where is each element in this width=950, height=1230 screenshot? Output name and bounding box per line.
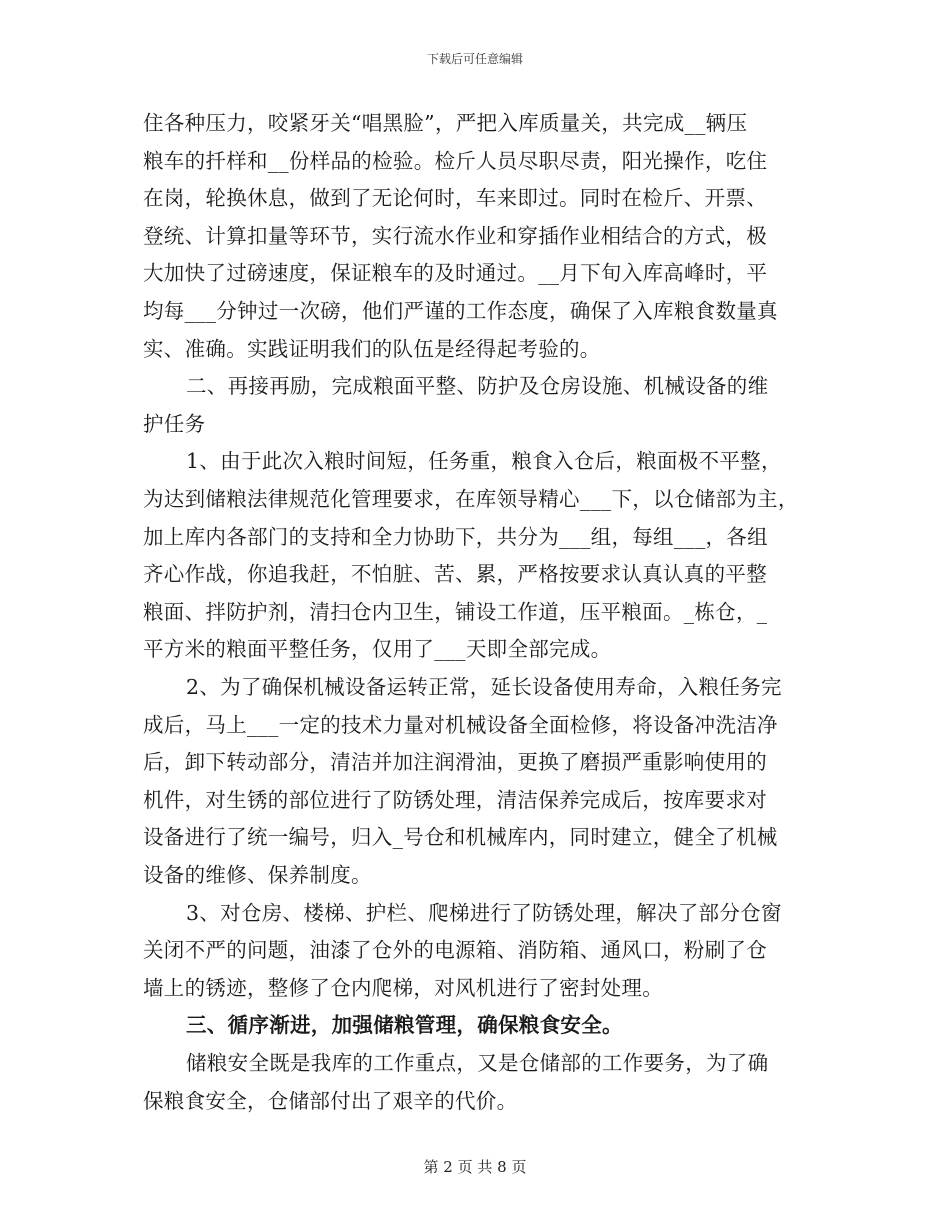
paragraph-line: 住各种压力，咬紧牙关“唱黑脸”，严把入库质量关，共完成__辆压 (143, 111, 748, 135)
paragraph-line: 机件，对生锈的部位进行了防锈处理，清洁保养完成后，按库要求对 (143, 787, 767, 812)
paragraph-line: 储粮安全既是我库的工作重点，又是仓储部的工作要务，为了确 (186, 1051, 769, 1075)
paragraph-line: 粮面、拌防护剂，清扫仓内卫生，铺设工作道，压平粮面。_栋仓，_ (143, 599, 768, 624)
page-number-footer: 第 2 页 共 8 页 (423, 1158, 527, 1176)
paragraph-line: 实、准确。实践证明我们的队伍是经得起考验的。 (143, 336, 601, 361)
paragraph-line: 墙上的锈迹，整修了仓内爬梯，对风机进行了密封处理。 (143, 975, 663, 1000)
paragraph-line: 二、再接再励，完成粮面平整、防护及仓房设施、机械设备的维 (186, 374, 769, 399)
paragraph-line: 粮车的扦样和__份样品的检验。检斤人员尽职尽责，阳光操作，吃住 (143, 148, 768, 173)
paragraph-line: 1、由于此次入粮时间短，任务重，粮食入仓后，粮面极不平整， (186, 449, 782, 474)
paragraph-line: 设备的维修、保养制度。 (143, 863, 372, 887)
paragraph-line: 护任务 (143, 411, 206, 436)
paragraph-line: 在岗，轮换休息，做到了无论何时，车来即过。同时在检斤、开票、 (143, 186, 767, 211)
paragraph-line: 关闭不严的问题，油漆了仓外的电源箱、消防箱、通风口，粉刷了仓 (143, 938, 767, 963)
paragraph-line: 均每___分钟过一次磅，他们严谨的工作态度，确保了入库粮食数量真 (143, 299, 778, 323)
paragraph-line: 3、对仓房、楼梯、护栏、爬梯进行了防锈处理，解决了部分仓窗 (186, 900, 782, 925)
paragraph-line: 登统、计算扣量等环节，实行流水作业和穿插作业相结合的方式，极 (143, 223, 767, 248)
paragraph-line: 齐心作战，你追我赶，不怕脏、苦、累，严格按要求认真认真的平整 (143, 562, 767, 587)
paragraph-line: 大加快了过磅速度，保证粮车的及时通过。__月下旬入库高峰时，平 (143, 261, 768, 286)
paragraph-line: 平方米的粮面平整任务，仅用了___天即全部完成。 (143, 637, 612, 662)
paragraph-line: 加上库内各部门的支持和全力协助下，共分为___组，每组___，各组 (143, 524, 768, 549)
paragraph-line: 2、为了确保机械设备运转正常，延长设备使用寿命，入粮任务完 (186, 675, 782, 699)
section-heading-line: 三、循序渐进，加强储粮管理，确保粮食安全。 (186, 1013, 623, 1038)
paragraph-line: 后，卸下转动部分，清洁并加注润滑油，更换了磨损严重影响使用的 (143, 750, 767, 775)
paragraph-line: 为达到储粮法律规范化管理要求，在库领导精心___下，以仓储部为主， (143, 487, 799, 511)
paragraph-line: 设备进行了统一编号，归入_号仓和机械库内，同时建立，健全了机械 (143, 825, 778, 850)
paragraph-line: 成后，马上___一定的技术力量对机械设备全面检修，将设备冲洗洁净 (143, 712, 778, 737)
paragraph-line: 保粮食安全，仓储部付出了艰辛的代价。 (143, 1088, 518, 1113)
page-header: 下载后可任意编辑 (426, 52, 523, 66)
